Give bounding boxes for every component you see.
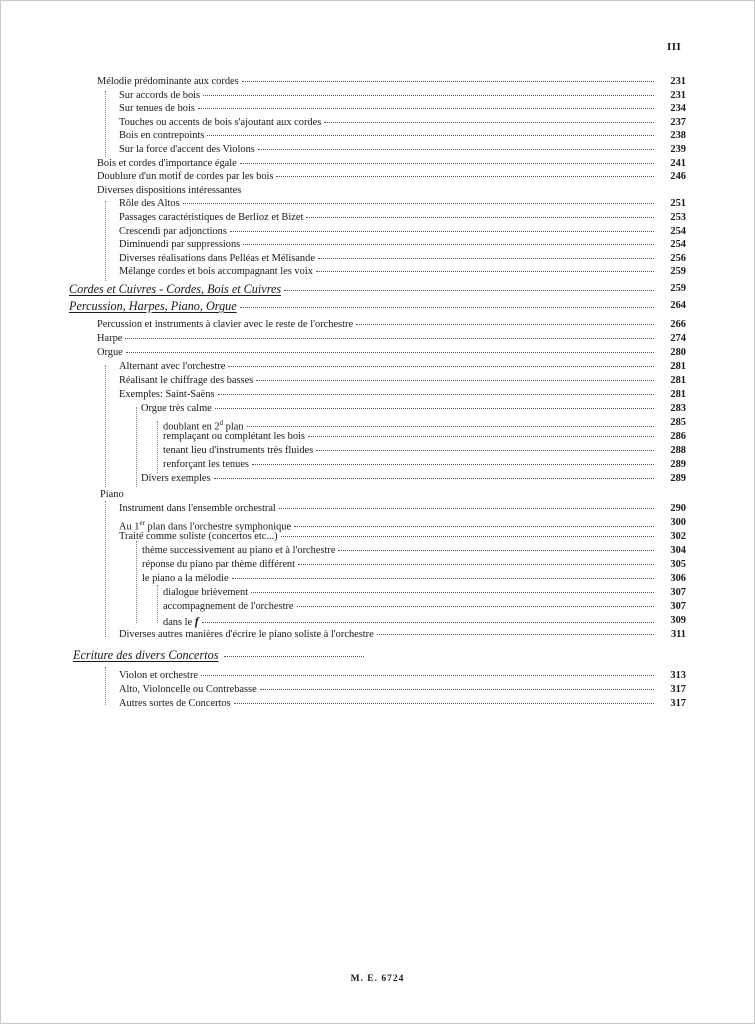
dot-leader <box>297 606 654 607</box>
ordinal-superscript: er <box>139 519 145 527</box>
toc-heading <box>100 488 686 502</box>
toc-entry-label: le piano a la mélodie <box>142 573 229 584</box>
toc-entry <box>163 586 686 600</box>
dot-leader <box>258 149 654 150</box>
toc-section-heading <box>73 647 686 663</box>
dot-leader <box>183 203 654 204</box>
toc-entry <box>142 544 686 558</box>
toc-entry <box>119 211 686 225</box>
page-number: III <box>667 41 682 53</box>
toc-entry-label: Passages caractéristiques de Berlioz et Bizet <box>119 212 304 223</box>
toc-entry-label: Touches ou accents de bois s'ajoutant aux cordes <box>119 116 322 128</box>
dot-leader <box>242 81 654 82</box>
toc-entry-page: 307 <box>670 587 686 598</box>
label-part: Au 1 <box>119 521 140 533</box>
toc-entry-page: 251 <box>670 198 686 210</box>
toc-entry-label: Bois en contrepoints <box>119 130 205 142</box>
toc-entry <box>163 600 686 614</box>
toc-entry-page: 266 <box>670 319 686 330</box>
toc-entry-label: remplaçant ou complétant les bois <box>163 431 305 442</box>
toc-entry-page: 264 <box>670 300 686 311</box>
toc-heading <box>97 184 686 198</box>
dot-leader <box>126 352 654 353</box>
toc-entry-page: 288 <box>670 445 686 456</box>
toc-entry-label: Autres sortes de Concertos <box>119 698 231 709</box>
dot-leader <box>318 258 654 259</box>
toc-entry-page: 311 <box>670 629 686 640</box>
dot-leader <box>218 394 654 395</box>
toc-entry <box>163 416 686 433</box>
toc-entry-label: Sur tenues de bois <box>119 103 195 115</box>
dot-leader <box>224 656 364 657</box>
dot-leader <box>198 108 654 109</box>
toc-entry-page: 313 <box>670 670 686 681</box>
toc-entry <box>141 402 686 416</box>
dot-leader <box>260 689 654 690</box>
toc-entry <box>119 265 686 279</box>
label-part: doublant en 2 <box>163 421 220 433</box>
toc-entry-label: Sur la force d'accent des Violons <box>119 144 255 155</box>
dot-leader <box>276 176 654 177</box>
toc-entry <box>142 558 686 572</box>
toc-entry-label: Traité comme soliste (concertos etc...) <box>119 531 278 542</box>
dot-leader <box>215 408 654 409</box>
toc-entry-label: Sur accords de bois <box>119 89 201 101</box>
toc-entry <box>119 516 686 533</box>
toc-entry <box>119 225 686 239</box>
toc-entry-label: Alto, Violoncelle ou Contrebasse <box>119 684 257 695</box>
toc-entry-page: 246 <box>670 171 686 183</box>
toc-entry-page: 234 <box>670 103 686 115</box>
toc-entry <box>97 157 686 171</box>
toc-entry <box>119 89 686 103</box>
toc-entry-page: 289 <box>670 459 686 470</box>
toc-entry-label: thème successivement au piano et à l'orchestre <box>142 545 336 556</box>
toc-entry-label: Rôle des Altos <box>119 198 180 210</box>
dot-leader <box>232 578 654 579</box>
toc-entry-page: 302 <box>670 531 686 542</box>
dot-leader <box>316 271 654 272</box>
toc-entry-label: Bois et cordes d'importance égale <box>97 157 237 169</box>
indent-guide <box>136 407 137 487</box>
dot-leader <box>251 592 654 593</box>
toc-entry <box>119 697 686 711</box>
indent-guide <box>105 667 106 705</box>
dot-leader <box>377 634 654 635</box>
toc-entry-page: 309 <box>670 615 686 626</box>
toc-entry <box>119 374 686 388</box>
dot-leader <box>338 550 654 551</box>
toc-entry <box>163 614 686 628</box>
dot-leader <box>324 122 654 123</box>
toc-entry <box>119 252 686 266</box>
toc-section-heading <box>69 281 686 297</box>
indent-guide <box>157 585 158 623</box>
toc-entry-page: 317 <box>670 684 686 695</box>
dot-leader <box>252 464 654 465</box>
toc-entry-page: 289 <box>670 473 686 484</box>
toc-entry-page: 281 <box>670 361 686 372</box>
toc-entry-label: Mélange cordes et bois accompagnant les voix <box>119 266 313 278</box>
toc-entry-page: 274 <box>670 333 686 344</box>
toc-entry-page: 285 <box>670 417 686 428</box>
toc-entry-label: Violon et orchestre <box>119 670 199 681</box>
dot-leader <box>279 508 654 509</box>
toc-entry <box>141 472 686 486</box>
toc-entry-label: Diverses réalisations dans Pelléas et Mélisande <box>119 252 315 264</box>
toc-entry-label: Percussion et instruments à clavier avec le reste de l'orchestre <box>97 319 354 330</box>
forte-symbol: f <box>194 614 199 628</box>
dot-leader <box>247 426 654 427</box>
toc-entry-label: Instrument dans l'ensemble orchestral <box>119 503 276 514</box>
toc-entry <box>119 502 686 516</box>
toc-entry-label: réponse du piano par thème différent <box>142 559 296 570</box>
dot-leader <box>201 675 654 676</box>
indent-guide <box>105 501 106 637</box>
toc-entry <box>163 430 686 444</box>
indent-guide <box>136 541 137 623</box>
toc-entry <box>119 143 686 157</box>
toc-entry-page: 307 <box>670 601 686 612</box>
toc-entry-label: Percussion, Harpes, Piano, Orgue <box>69 299 237 313</box>
toc-entry <box>119 669 686 683</box>
toc-entry-page: 241 <box>670 157 686 169</box>
toc-entry <box>142 572 686 586</box>
toc-entry-label: Mélodie prédominante aux cordes <box>97 76 239 87</box>
dot-leader <box>306 217 654 218</box>
toc-entry-label: Diminuendi par suppressions <box>119 239 241 251</box>
toc-entry-label: Exemples: Saint-Saëns <box>119 389 215 400</box>
toc-entry <box>163 444 686 458</box>
toc-entry <box>119 388 686 402</box>
toc-entry <box>97 332 686 346</box>
toc-entry-page: 237 <box>670 116 686 128</box>
dot-leader <box>308 436 654 437</box>
toc-entry <box>97 75 686 89</box>
toc-entry-page: 283 <box>670 403 686 414</box>
dot-leader <box>230 231 654 232</box>
toc-entry-label: Doublure d'un motif de cordes par les bois <box>97 171 274 183</box>
indent-guide <box>105 201 106 281</box>
toc-entry <box>163 458 686 472</box>
toc-entry-label: Orgue <box>97 347 123 358</box>
toc-entry-label: Alternant avec l'orchestre <box>119 361 226 372</box>
toc-entry <box>119 116 686 130</box>
toc-entry-page: 254 <box>670 225 686 237</box>
dot-leader <box>234 703 654 704</box>
toc-entry <box>119 628 686 642</box>
toc-entry-page: 317 <box>670 698 686 709</box>
label-part: plan <box>223 421 244 433</box>
toc-entry-label: Réalisant le chiffrage des basses <box>119 375 254 386</box>
toc-entry-label: Crescendi par adjonctions <box>119 225 227 237</box>
dot-leader <box>356 324 654 325</box>
indent-guide <box>105 365 106 487</box>
label-part: dans le <box>163 617 195 628</box>
dot-leader <box>125 338 654 339</box>
toc-entry-page: 259 <box>670 283 686 294</box>
toc-entry <box>119 197 686 211</box>
dot-leader <box>240 163 654 164</box>
toc-entry-page: 254 <box>670 239 686 251</box>
toc-entry <box>119 102 686 116</box>
toc-entry-page: 306 <box>670 573 686 584</box>
toc-entry <box>119 238 686 252</box>
dot-leader <box>214 478 654 479</box>
dot-leader <box>207 135 654 136</box>
toc-entry-label: Diverses dispositions intéressantes <box>97 184 242 196</box>
toc-entry-page: 239 <box>670 144 686 155</box>
toc-entry-label: tenant lieu d'instruments très fluides <box>163 445 314 456</box>
toc-entry-label: Cordes et Cuivres - Cordes, Bois et Cuivres <box>69 282 282 296</box>
toc-entry-page: 256 <box>670 252 686 264</box>
toc-entry-page: 259 <box>670 266 686 278</box>
toc-entry-page: 231 <box>670 76 686 87</box>
dot-leader <box>228 366 654 367</box>
plate-number: M. E. 6724 <box>350 974 405 984</box>
dot-leader <box>243 244 654 245</box>
toc-entry-label: renforçant les tenues <box>163 459 249 470</box>
dot-leader <box>298 564 654 565</box>
dot-leader <box>240 307 654 308</box>
toc-entry <box>97 318 686 332</box>
toc-entry-page: 231 <box>670 89 686 101</box>
toc-entry-page: 290 <box>670 503 686 514</box>
toc-entry <box>97 170 686 184</box>
toc-entry-page: 304 <box>670 545 686 556</box>
ordinal-superscript: d <box>219 419 224 427</box>
toc-entry-label: Ecriture des divers Concertos <box>73 648 219 662</box>
indent-guide <box>105 91 106 157</box>
toc-entry-label: Diverses autres manières d'écrire le piano soliste à l'orchestre <box>119 629 374 640</box>
toc-entry-page: 238 <box>670 130 686 142</box>
toc-entry <box>119 129 686 143</box>
toc-entry-label: Divers exemples <box>141 473 211 484</box>
toc-entry-label: Harpe <box>97 333 123 344</box>
toc-entry-page: 305 <box>670 559 686 570</box>
toc-entry-label: Orgue très calme <box>141 403 212 414</box>
toc-entry-page: 300 <box>670 517 686 528</box>
toc-entry-label: accompagnement de l'orchestre <box>163 601 294 612</box>
label-part: plan dans l'orchestre symphonique <box>144 521 292 533</box>
toc-entry-page: 281 <box>670 375 686 386</box>
toc-entry-label: Piano <box>100 489 124 500</box>
dot-leader <box>294 526 654 527</box>
toc-section-heading <box>69 298 686 314</box>
toc-entry-page: 253 <box>670 212 686 223</box>
toc-entry-page: 286 <box>670 431 686 442</box>
dot-leader <box>284 290 654 291</box>
dot-leader <box>202 622 654 623</box>
dot-leader <box>203 95 654 96</box>
toc-entry <box>119 530 686 544</box>
toc-entry <box>119 683 686 697</box>
dot-leader <box>281 536 654 537</box>
toc-entry-label: dialogue brièvement <box>163 587 249 598</box>
toc-entry <box>97 346 686 360</box>
dot-leader <box>256 380 654 381</box>
indent-guide <box>157 421 158 473</box>
dot-leader <box>316 450 654 451</box>
toc-entry-page: 281 <box>670 389 686 400</box>
toc-entry-page: 280 <box>670 347 686 358</box>
toc-entry <box>119 360 686 374</box>
